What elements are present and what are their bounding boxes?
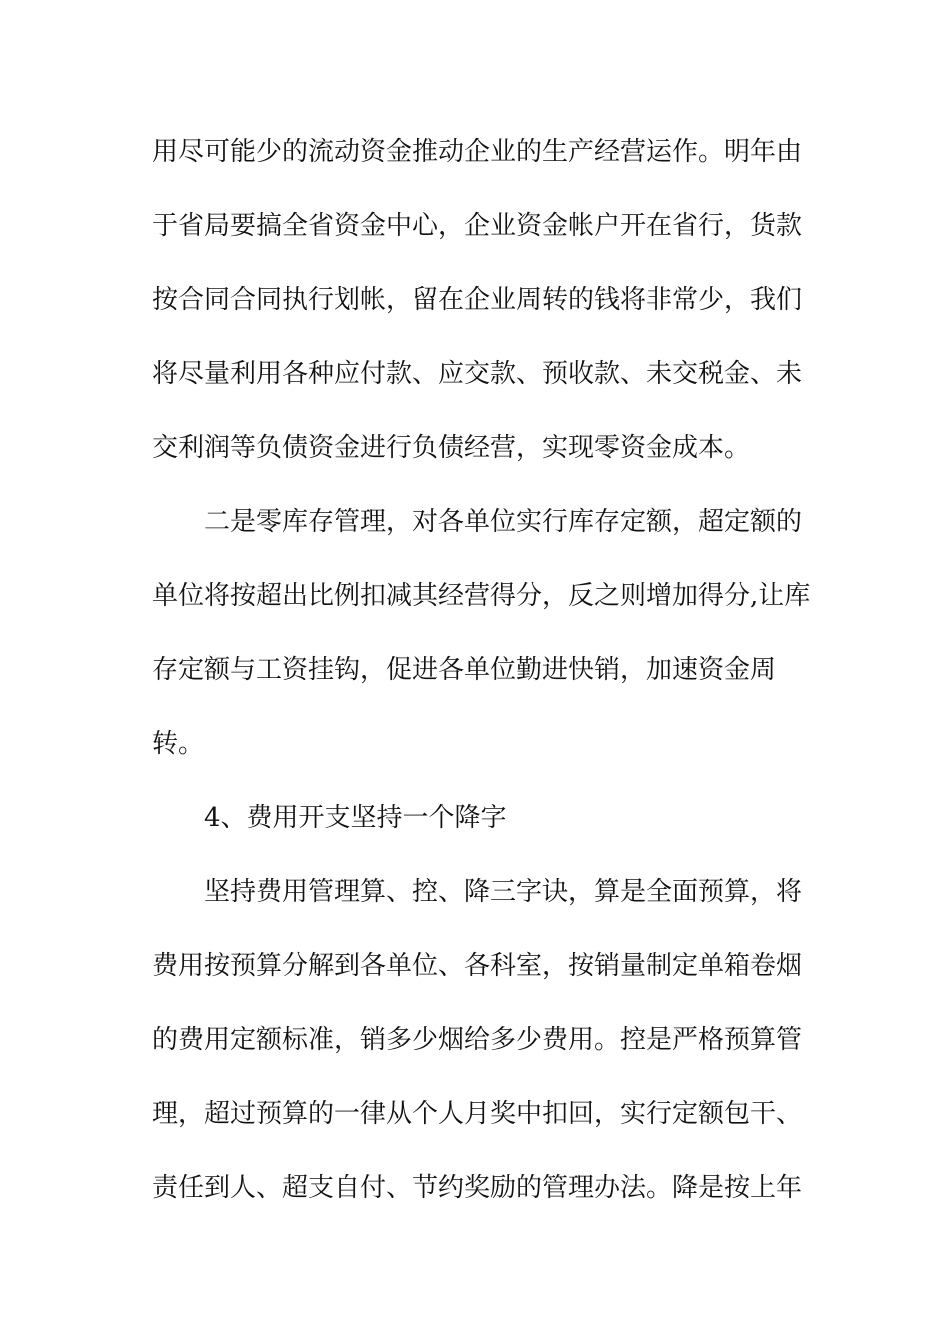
paragraph-line: 费用按预算分解到各单位、各科室，按销量制定单箱卷烟 bbox=[152, 951, 803, 981]
paragraph-line: 理，超过预算的一律从个人月奖中扣回，实行定额包干、 bbox=[152, 1099, 803, 1129]
paragraph-line: 的费用定额标准，销多少烟给多少费用。控是严格预算管 bbox=[152, 1025, 803, 1055]
paragraph-line: 单位将按超出比例扣减其经营得分，反之则增加得分,让库 bbox=[152, 581, 811, 611]
paragraph-line: 责任到人、超支自付、节约奖励的管理办法。降是按上年 bbox=[152, 1173, 803, 1203]
section-heading: 4、费用开支坚持一个降字 bbox=[204, 803, 507, 833]
paragraph-line: 二是零库存管理，对各单位实行库存定额，超定额的 bbox=[204, 507, 803, 537]
paragraph-line: 转。 bbox=[152, 729, 205, 759]
paragraph-line: 坚持费用管理算、控、降三字诀，算是全面预算，将 bbox=[204, 877, 803, 907]
paragraph-line: 于省局要搞全省资金中心，企业资金帐户开在省行，货款 bbox=[152, 211, 803, 241]
paragraph-line: 按合同合同执行划帐，留在企业周转的钱将非常少，我们 bbox=[152, 285, 803, 315]
paragraph-line: 存定额与工资挂钩，促进各单位勤进快销，加速资金周 bbox=[152, 655, 777, 685]
paragraph-line: 用尽可能少的流动资金推动企业的生产经营运作。明年由 bbox=[152, 137, 803, 167]
paragraph-line: 将尽量利用各种应付款、应交款、预收款、未交税金、未 bbox=[152, 359, 803, 389]
paragraph-line: 交利润等负债资金进行负债经营，实现零资金成本。 bbox=[152, 433, 751, 463]
